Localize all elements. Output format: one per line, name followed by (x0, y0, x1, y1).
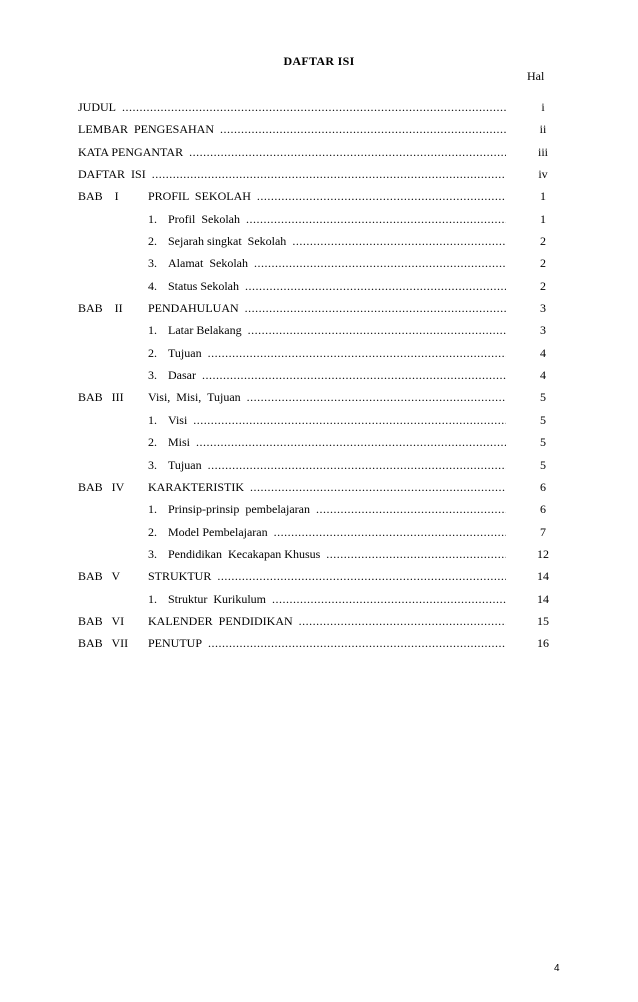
toc-chapter-number: BAB VI (78, 613, 125, 628)
toc-row (0, 252, 638, 274)
toc-subsection-title: Status Sekolah (168, 278, 239, 293)
toc-entry-title: JUDUL (78, 100, 116, 114)
toc-subsection-number: 2. (148, 345, 157, 360)
document-title: DAFTAR ISI (283, 54, 355, 68)
toc-page-number: 5 (540, 390, 546, 405)
dot-leader (196, 431, 506, 453)
dot-leader (122, 96, 506, 118)
toc-row (0, 498, 638, 520)
toc-row (0, 297, 638, 319)
toc-row (0, 163, 638, 185)
toc-subsection-title: Dasar (168, 368, 196, 383)
toc-chapter-number: BAB I (78, 189, 119, 204)
toc-row (0, 565, 638, 587)
toc-row (0, 141, 638, 163)
toc-subsection-title: Profil Sekolah (168, 211, 240, 226)
dot-leader (246, 208, 506, 230)
toc-entry (148, 275, 506, 297)
dot-leader (274, 521, 506, 543)
toc-subsection-title: Pendidikan Kecakapan Khusus (168, 546, 321, 561)
toc-chapter-number: BAB V (78, 569, 121, 584)
toc-chapter-number: BAB VII (78, 636, 129, 651)
toc-subsection-number: 4. (148, 278, 157, 293)
toc-entry (148, 342, 506, 364)
toc-entry (148, 386, 506, 408)
toc-row (0, 588, 638, 610)
toc-entry (148, 185, 506, 207)
toc-entry (148, 230, 506, 252)
toc-chapter-title: KARAKTERISTIK (148, 479, 244, 494)
toc-row (0, 454, 638, 476)
toc-page-number: iii (537, 144, 548, 159)
toc-chapter-number: BAB III (78, 390, 124, 405)
toc-row (0, 319, 638, 341)
toc-subsection-number: 3. (148, 457, 157, 472)
toc-page-number: 5 (540, 412, 546, 427)
toc-entry (148, 565, 506, 587)
toc-page-number: 1 (540, 189, 546, 204)
toc-entry-title: LEMBAR PENGESAHAN (78, 122, 215, 137)
toc-row (0, 521, 638, 543)
toc-row (0, 118, 638, 140)
toc-entry (78, 96, 506, 118)
toc-page-number: i (541, 100, 545, 114)
toc-page-number: 5 (540, 435, 546, 450)
toc-page-number: 1 (540, 211, 546, 226)
toc-entry (148, 319, 506, 341)
toc-entry (78, 141, 506, 163)
toc-chapter-title: PENDAHULUAN (148, 301, 239, 316)
toc-page-number: 12 (537, 546, 549, 561)
dot-leader (208, 632, 506, 654)
toc-row (0, 543, 638, 565)
toc-page-number: 3 (540, 301, 546, 316)
toc-page-number: 14 (537, 569, 549, 584)
toc-row (0, 610, 638, 632)
dot-leader (220, 118, 506, 140)
toc-entry (148, 543, 506, 565)
toc-page-number: 14 (537, 591, 549, 606)
toc-chapter-number: BAB IV (78, 479, 125, 494)
dot-leader (248, 319, 506, 341)
toc-subsection-number: 3. (148, 368, 157, 383)
toc-subsection-number: 1. (148, 591, 157, 606)
toc-page-number: ii (539, 122, 547, 137)
toc-subsection-title: Sejarah singkat Sekolah (168, 234, 287, 249)
toc-chapter-title: PROFIL SEKOLAH (148, 189, 251, 204)
toc-entry (148, 252, 506, 274)
dot-leader (189, 141, 506, 163)
toc-entry (148, 297, 506, 319)
toc-page-number: 2 (540, 278, 546, 293)
toc-subsection-title: Prinsip-prinsip pembelajaran (168, 502, 310, 517)
dot-leader (250, 476, 506, 498)
toc-row (0, 275, 638, 297)
toc-row (0, 96, 638, 118)
toc-page-number: 16 (537, 636, 549, 651)
toc-row (0, 386, 638, 408)
toc-entry (148, 632, 506, 654)
dot-leader (208, 342, 506, 364)
toc-entry (148, 521, 506, 543)
toc-subsection-title: Model Pembelajaran (168, 524, 268, 539)
dot-leader (272, 588, 506, 610)
dot-leader (254, 252, 506, 274)
dot-leader (257, 185, 506, 207)
toc-page-number: 15 (537, 613, 549, 628)
toc-row (0, 364, 638, 386)
toc-subsection-title: Tujuan (168, 457, 202, 472)
toc-subsection-title: Alamat Sekolah (168, 256, 248, 271)
dot-leader (326, 543, 506, 565)
toc-entry (148, 409, 506, 431)
toc-row (0, 409, 638, 431)
toc-entry (148, 364, 506, 386)
toc-subsection-number: 2. (148, 234, 157, 249)
toc-entry (148, 498, 506, 520)
toc-entry (148, 610, 506, 632)
toc-subsection-title: Latar Belakang (168, 323, 242, 338)
toc-entry (148, 476, 506, 498)
toc-page-number: 4 (540, 345, 546, 360)
toc-row (0, 476, 638, 498)
toc-row (0, 632, 638, 654)
toc-subsection-number: 1. (148, 211, 157, 226)
dot-leader (202, 364, 506, 386)
toc-entry (148, 588, 506, 610)
toc-page-number: 7 (540, 524, 546, 539)
dot-leader (247, 386, 506, 408)
toc-page-number: 6 (540, 479, 546, 494)
toc-row (0, 208, 638, 230)
toc-entry-title: DAFTAR ISI (78, 167, 146, 182)
toc-subsection-number: 3. (148, 256, 157, 271)
toc-page-number: 6 (540, 502, 546, 517)
toc-subsection-number: 1. (148, 412, 157, 427)
dot-leader (208, 454, 506, 476)
toc-subsection-title: Tujuan (168, 345, 202, 360)
toc-page-number: 2 (540, 256, 546, 271)
toc-entry (148, 454, 506, 476)
toc-row (0, 431, 638, 453)
toc-subsection-number: 2. (148, 435, 157, 450)
toc-entry (78, 118, 506, 140)
toc-entry-title: KATA PENGANTAR (78, 144, 184, 159)
dot-leader (245, 275, 506, 297)
toc-chapter-title: Visi, Misi, Tujuan (148, 390, 241, 405)
dot-leader (299, 610, 506, 632)
toc-subsection-number: 3. (148, 546, 157, 561)
toc-page-number: 5 (540, 457, 546, 472)
toc-chapter-title: STRUKTUR (148, 569, 212, 584)
toc-subsection-title: Struktur Kurikulum (168, 591, 266, 606)
dot-leader (316, 498, 506, 520)
toc-chapter-title: PENUTUP (148, 636, 203, 651)
page-column-header: Hal (527, 69, 545, 83)
toc-subsection-title: Visi (168, 412, 188, 427)
toc-page-number: 4 (540, 368, 546, 383)
toc-subsection-title: Misi (168, 435, 191, 450)
toc-chapter-number: BAB II (78, 301, 123, 316)
dot-leader (193, 409, 506, 431)
toc-subsection-number: 1. (148, 502, 157, 517)
table-of-contents (0, 96, 638, 655)
page-number: 4 (554, 963, 560, 974)
toc-subsection-number: 2. (148, 524, 157, 539)
dot-leader (152, 163, 506, 185)
toc-row (0, 230, 638, 252)
dot-leader (245, 297, 506, 319)
toc-entry (148, 208, 506, 230)
toc-entry (148, 431, 506, 453)
toc-row (0, 185, 638, 207)
toc-row (0, 342, 638, 364)
toc-entry (78, 163, 506, 185)
toc-page-number: 3 (540, 323, 546, 338)
dot-leader (292, 230, 506, 252)
dot-leader (217, 565, 506, 587)
toc-page-number: 2 (540, 234, 546, 249)
toc-page-number: iv (538, 167, 548, 182)
toc-chapter-title: KALENDER PENDIDIKAN (148, 613, 293, 628)
toc-subsection-number: 1. (148, 323, 157, 338)
